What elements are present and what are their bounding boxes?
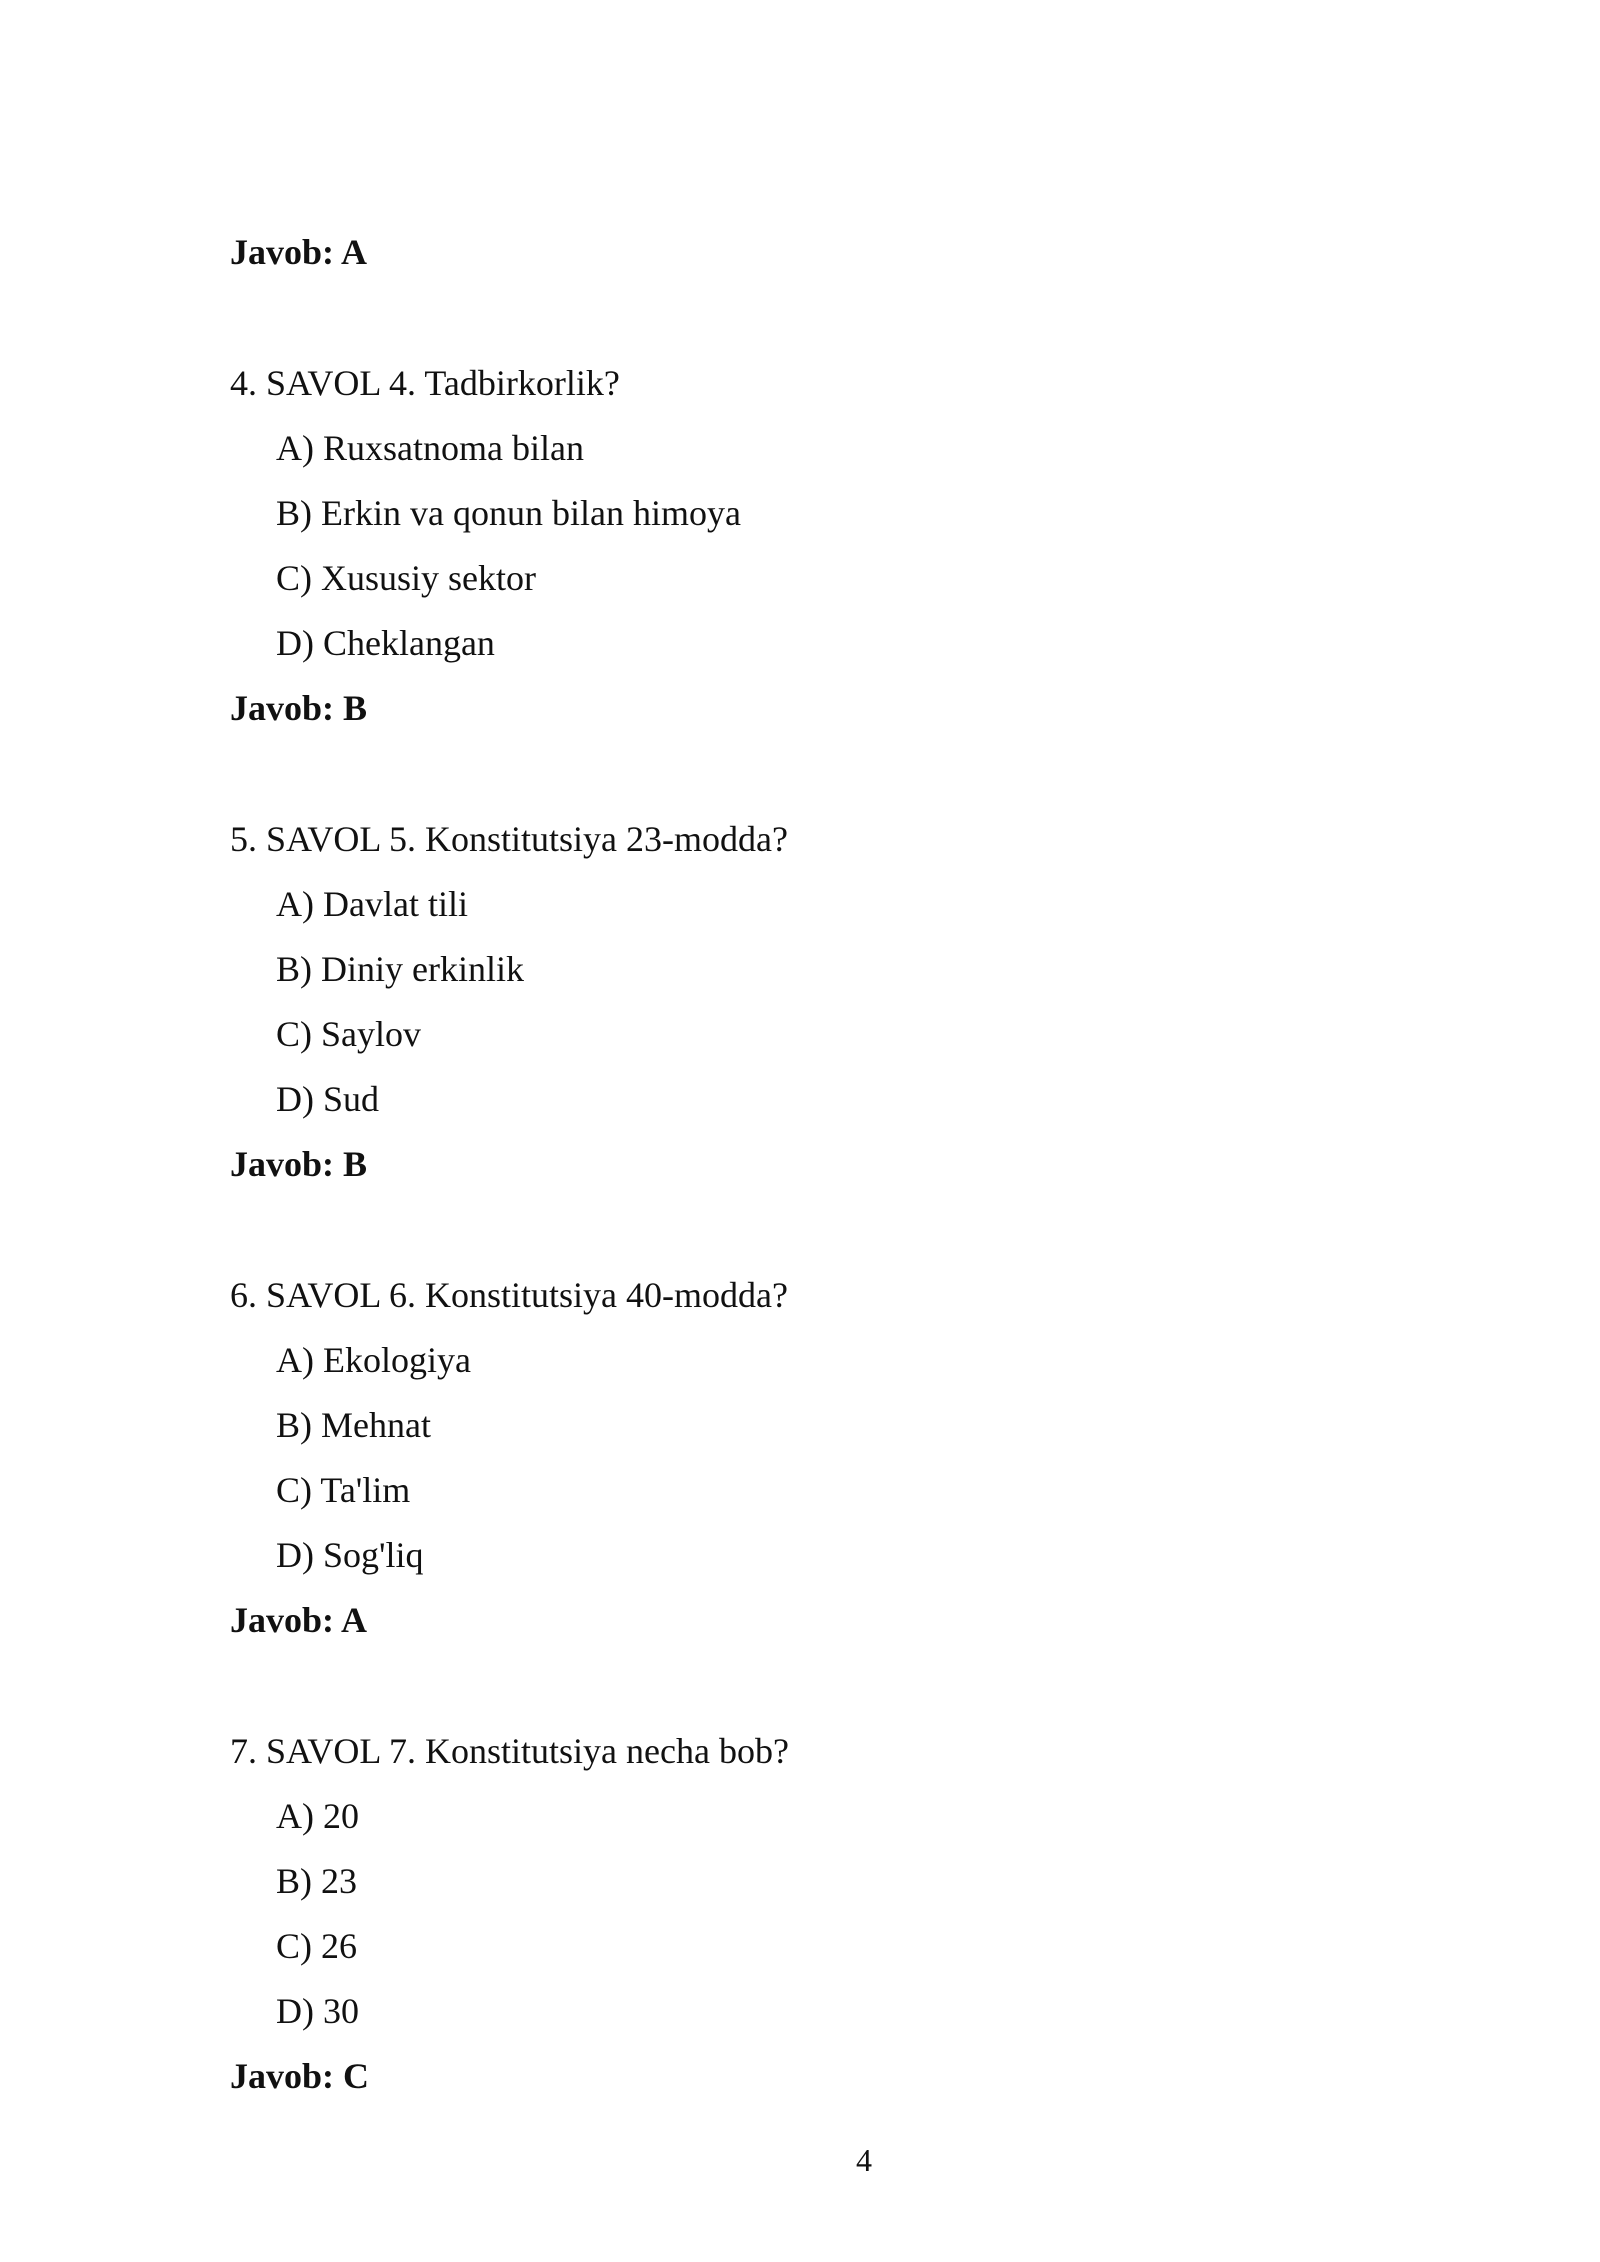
- answer-option: C) Saylov: [276, 1014, 422, 1054]
- page-number: 4: [856, 2142, 872, 2178]
- answer-option: C) Ta'lim: [276, 1470, 411, 1510]
- answer-option: B) Mehnat: [276, 1405, 431, 1445]
- answer-option: A) 20: [276, 1796, 359, 1836]
- question-text: 5. SAVOL 5. Konstitutsiya 23-modda?: [230, 819, 788, 859]
- answer-option: D) Sud: [276, 1079, 380, 1119]
- answer-option: D) 30: [276, 1991, 359, 2031]
- answer-line: Javob: A: [230, 1600, 368, 1640]
- answer-option: B) 23: [276, 1861, 357, 1901]
- answer-option: C) 26: [276, 1926, 357, 1966]
- question-text: 7. SAVOL 7. Konstitutsiya necha bob?: [230, 1731, 789, 1771]
- answer-line: Javob: C: [230, 2056, 370, 2096]
- answer-option: A) Ekologiya: [276, 1340, 471, 1380]
- answer-option: B) Diniy erkinlik: [276, 949, 524, 989]
- answer-option: A) Davlat tili: [276, 884, 468, 924]
- answer-option: D) Sog'liq: [276, 1535, 424, 1575]
- answer-line: Javob: A: [230, 232, 368, 272]
- answer-line: Javob: B: [230, 688, 368, 728]
- answer-option: B) Erkin va qonun bilan himoya: [276, 493, 741, 533]
- answer-option: A) Ruxsatnoma bilan: [276, 428, 584, 468]
- answer-option: C) Xususiy sektor: [276, 558, 536, 598]
- question-text: 4. SAVOL 4. Tadbirkorlik?: [230, 363, 620, 403]
- question-text: 6. SAVOL 6. Konstitutsiya 40-modda?: [230, 1275, 788, 1315]
- answer-option: D) Cheklangan: [276, 623, 495, 663]
- answer-line: Javob: B: [230, 1144, 368, 1184]
